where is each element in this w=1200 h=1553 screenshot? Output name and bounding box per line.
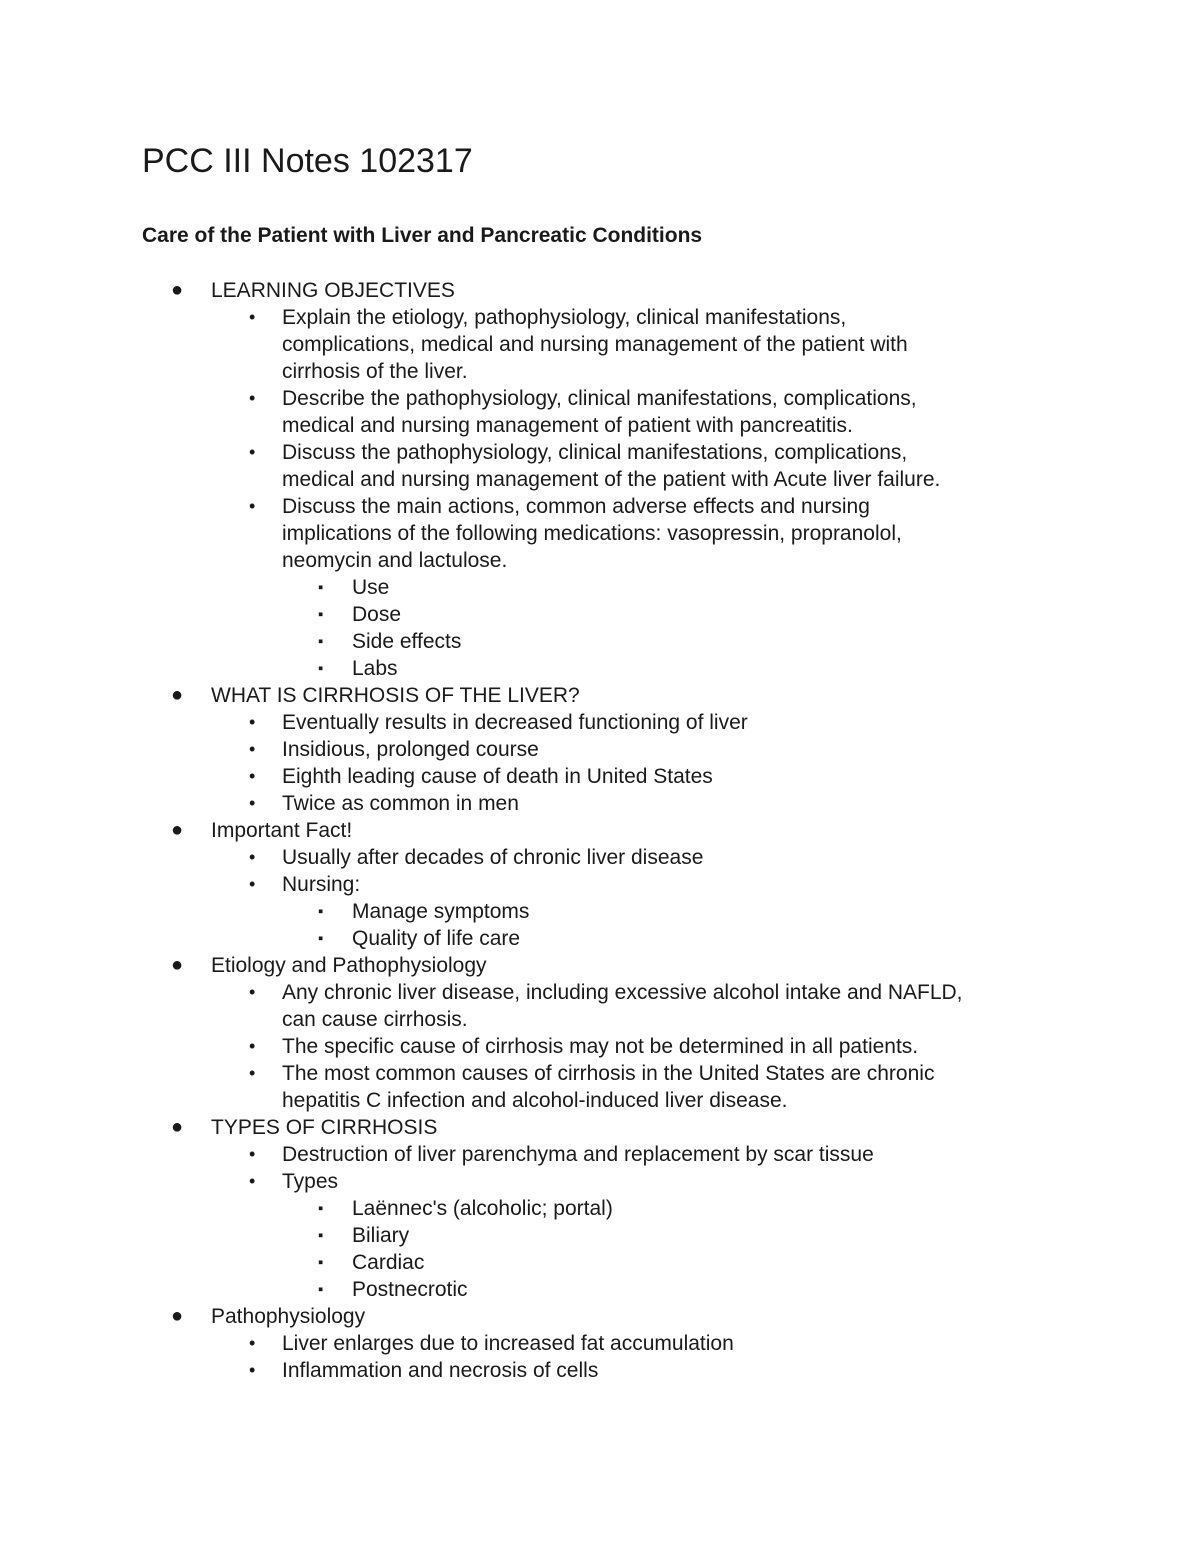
- list-item-text: can cause cirrhosis.: [282, 1008, 468, 1031]
- bullet-icon: ▪: [318, 903, 324, 920]
- list-item-text: Twice as common in men: [282, 792, 519, 815]
- bullet-icon: •: [249, 1144, 256, 1164]
- bullet-icon: ▪: [318, 1200, 324, 1217]
- list-item-text: Usually after decades of chronic liver disease: [282, 846, 704, 869]
- bullet-icon: ▪: [318, 633, 324, 650]
- list-item-text: Inflammation and necrosis of cells: [282, 1359, 599, 1382]
- bullet-icon: •: [249, 1333, 256, 1353]
- list-item-text: hepatitis C infection and alcohol-induced liver disease.: [282, 1089, 788, 1112]
- list-item-text: Quality of life care: [352, 927, 521, 950]
- list-item-level-1: [0, 952, 1200, 979]
- list-item-level-3: [0, 1276, 1200, 1303]
- list-item-level-2: [0, 439, 1200, 466]
- list-item-text: Manage symptoms: [352, 900, 530, 923]
- list-item-text: Explain the etiology, pathophysiology, clinical manifestations,: [282, 306, 847, 329]
- list-item-text: Postnecrotic: [352, 1278, 468, 1301]
- list-item-text: Any chronic liver disease, including excessive alcohol intake and NAFLD,: [282, 981, 963, 1004]
- list-item-continuation: [0, 466, 1200, 493]
- list-item-level-2: [0, 871, 1200, 898]
- list-item-level-2: [0, 493, 1200, 520]
- list-item-level-2: [0, 1141, 1200, 1168]
- list-item-level-1: [0, 1303, 1200, 1330]
- bullet-icon: •: [249, 847, 256, 867]
- list-item-text: Discuss the main actions, common adverse effects and nursing: [282, 495, 870, 518]
- bullet-icon: ●: [171, 954, 184, 976]
- list-item-text: Laënnec's (alcoholic; portal): [352, 1197, 613, 1220]
- bullet-icon: ▪: [318, 1281, 324, 1298]
- list-item-level-3: [0, 574, 1200, 601]
- page-subtitle: Care of the Patient with Liver and Pancreatic Conditions: [142, 224, 703, 247]
- list-item-continuation: [0, 412, 1200, 439]
- list-item-text: Important Fact!: [211, 819, 353, 842]
- bullet-icon: •: [249, 712, 256, 732]
- list-item-level-2: [0, 736, 1200, 763]
- bullet-icon: •: [249, 1360, 256, 1380]
- bullet-icon: •: [249, 307, 256, 327]
- list-item-level-2: [0, 763, 1200, 790]
- list-item-level-2: [0, 1330, 1200, 1357]
- bullet-icon: ●: [171, 1305, 184, 1327]
- list-item-text: cirrhosis of the liver.: [282, 360, 468, 383]
- bullet-icon: ●: [171, 279, 184, 301]
- list-item-level-3: [0, 1222, 1200, 1249]
- list-item-level-3: [0, 898, 1200, 925]
- bullet-icon: •: [249, 739, 256, 759]
- bullet-icon: •: [249, 793, 256, 813]
- list-item-text: Cardiac: [352, 1251, 425, 1274]
- bullet-icon: ▪: [318, 930, 324, 947]
- list-item-text: Insidious, prolonged course: [282, 738, 539, 761]
- bullet-icon: •: [249, 496, 256, 516]
- bullet-icon: •: [249, 766, 256, 786]
- bullet-icon: •: [249, 1063, 256, 1083]
- page-title: PCC III Notes 102317: [142, 142, 473, 180]
- list-item-level-2: [0, 844, 1200, 871]
- list-item-text: Use: [352, 576, 390, 599]
- list-item-level-1: [0, 817, 1200, 844]
- bullet-icon: ▪: [318, 660, 324, 677]
- list-item-level-1: [0, 1114, 1200, 1141]
- list-item-level-3: [0, 601, 1200, 628]
- bullet-icon: ▪: [318, 1227, 324, 1244]
- list-item-level-2: [0, 1060, 1200, 1087]
- bullet-icon: •: [249, 388, 256, 408]
- list-item-level-2: [0, 385, 1200, 412]
- bullet-icon: ●: [171, 1116, 184, 1138]
- list-item-text: Liver enlarges due to increased fat accumulation: [282, 1332, 734, 1355]
- bullet-icon: ▪: [318, 1254, 324, 1271]
- list-item-text: Eventually results in decreased functioning of liver: [282, 711, 748, 734]
- list-item-text: Eighth leading cause of death in United States: [282, 765, 713, 788]
- notes-outline: [0, 277, 1200, 1384]
- list-item-level-2: [0, 709, 1200, 736]
- bullet-icon: •: [249, 1036, 256, 1056]
- list-item-level-3: [0, 925, 1200, 952]
- list-item-text: LEARNING OBJECTIVES: [211, 279, 455, 302]
- list-item-text: Side effects: [352, 630, 462, 653]
- list-item-continuation: [0, 520, 1200, 547]
- list-item-text: The specific cause of cirrhosis may not be determined in all patients.: [282, 1035, 919, 1058]
- bullet-icon: •: [249, 982, 256, 1002]
- list-item-level-2: [0, 1357, 1200, 1384]
- bullet-icon: ▪: [318, 579, 324, 596]
- list-item-level-3: [0, 628, 1200, 655]
- list-item-level-3: [0, 655, 1200, 682]
- bullet-icon: ▪: [318, 606, 324, 623]
- list-item-text: complications, medical and nursing management of the patient with: [282, 333, 908, 356]
- list-item-continuation: [0, 358, 1200, 385]
- list-item-text: Biliary: [352, 1224, 410, 1247]
- list-item-continuation: [0, 1087, 1200, 1114]
- list-item-text: Etiology and Pathophysiology: [211, 954, 487, 977]
- list-item-text: Dose: [352, 603, 402, 626]
- list-item-text: medical and nursing management of the patient with Acute liver failure.: [282, 468, 941, 491]
- list-item-level-2: [0, 979, 1200, 1006]
- list-item-level-2: [0, 790, 1200, 817]
- bullet-icon: ●: [171, 819, 184, 841]
- list-item-text: Discuss the pathophysiology, clinical manifestations, complications,: [282, 441, 908, 464]
- list-item-text: Types: [282, 1170, 339, 1193]
- list-item-level-3: [0, 1249, 1200, 1276]
- list-item-text: implications of the following medications: vasopressin, propranolol,: [282, 522, 902, 545]
- list-item-text: The most common causes of cirrhosis in the United States are chronic: [282, 1062, 935, 1085]
- list-item-level-2: [0, 304, 1200, 331]
- list-item-text: Labs: [352, 657, 398, 680]
- list-item-text: TYPES OF CIRRHOSIS: [211, 1116, 438, 1139]
- list-item-text: Destruction of liver parenchyma and replacement by scar tissue: [282, 1143, 874, 1166]
- list-item-text: neomycin and lactulose.: [282, 549, 508, 572]
- list-item-text: Pathophysiology: [211, 1305, 366, 1328]
- list-item-level-1: [0, 682, 1200, 709]
- list-item-text: medical and nursing management of patient with pancreatitis.: [282, 414, 853, 437]
- bullet-icon: ●: [171, 684, 184, 706]
- list-item-level-3: [0, 1195, 1200, 1222]
- list-item-level-2: [0, 1168, 1200, 1195]
- bullet-icon: •: [249, 874, 256, 894]
- list-item-text: Describe the pathophysiology, clinical manifestations, complications,: [282, 387, 917, 410]
- list-item-continuation: [0, 331, 1200, 358]
- list-item-continuation: [0, 547, 1200, 574]
- list-item-level-2: [0, 1033, 1200, 1060]
- list-item-level-1: [0, 277, 1200, 304]
- list-item-text: WHAT IS CIRRHOSIS OF THE LIVER?: [211, 684, 580, 707]
- bullet-icon: •: [249, 442, 256, 462]
- bullet-icon: •: [249, 1171, 256, 1191]
- list-item-continuation: [0, 1006, 1200, 1033]
- list-item-text: Nursing:: [282, 873, 361, 896]
